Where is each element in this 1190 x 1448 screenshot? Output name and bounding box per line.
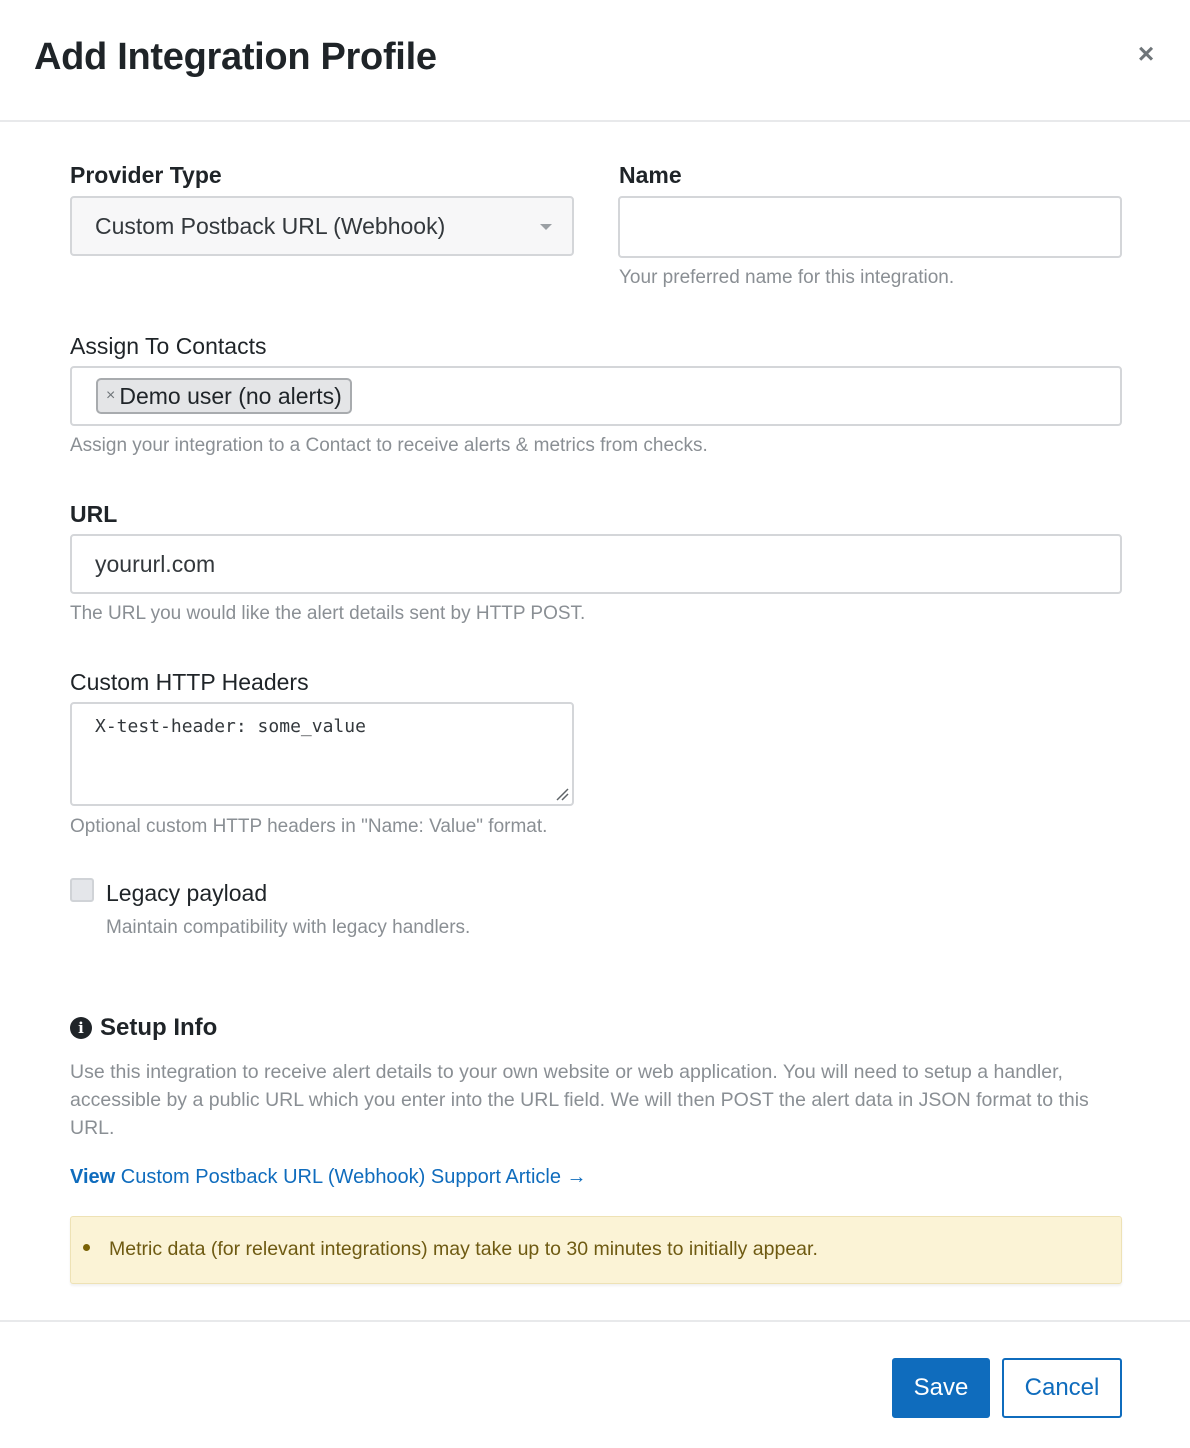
support-article-link[interactable] [70,1166,587,1189]
provider-type-select[interactable] [70,196,574,256]
provider-type-value: Custom Postback URL (Webhook) [95,212,446,239]
modal-header [0,0,1190,122]
contacts-hint: Assign your integration to a Contact to receive alerts & metrics from checks. [70,435,708,456]
provider-type-label: Provider Type [70,162,222,188]
modal-title: Add Integration Profile [34,36,437,78]
tag-remove-icon[interactable]: × [106,387,116,404]
headers-label: Custom HTTP Headers [70,669,309,695]
legacy-payload-label[interactable]: Legacy payload [106,880,268,906]
setup-info-text: Use this integration to receive alert details to your own website or web application. You will need to setup a handler, accessible by a public URL which you enter into the URL field. We will then POST the alert data in JSON format to this URL. [70,1061,1089,1139]
legacy-payload-hint: Maintain compatibility with legacy handlers. [106,917,471,938]
contacts-multiselect[interactable] [70,366,1122,426]
support-article-link-text: Custom Postback URL (Webhook) Support Article → [120,1166,587,1188]
bullet-icon [83,1244,90,1251]
setup-info-title [70,1014,217,1042]
support-article-link-prefix: View [70,1166,116,1188]
close-icon[interactable]: × [1137,38,1155,69]
contact-tag-label: Demo user (no alerts) [119,382,342,409]
url-label: URL [70,501,118,527]
headers-hint: Optional custom HTTP headers in "Name: Value" format. [70,816,548,837]
name-label: Name [619,162,682,188]
info-icon: i [70,1017,92,1039]
name-hint: Your preferred name for this integration. [619,267,955,288]
save-button[interactable]: Save [892,1358,990,1418]
legacy-payload-checkbox[interactable] [70,878,94,902]
setup-info-heading: Setup Info [100,1014,218,1041]
name-input[interactable] [618,196,1122,258]
metric-notice-text: Metric data (for relevant integrations) may take up to 30 minutes to initially appear. [109,1238,818,1260]
metric-notice [70,1216,1122,1284]
headers-placeholder: X-test-header: some_value [95,716,366,737]
resize-grip-icon[interactable] [555,787,569,801]
cancel-button[interactable]: Cancel [1002,1358,1122,1418]
url-hint: The URL you would like the alert details sent by HTTP POST. [70,603,586,624]
url-input[interactable] [70,534,1122,594]
footer-divider [0,1320,1190,1322]
contact-tag [96,378,352,414]
chevron-down-icon [540,224,552,230]
url-placeholder: yoururl.com [95,550,216,577]
headers-textarea[interactable] [70,702,574,806]
contacts-label: Assign To Contacts [70,333,267,359]
